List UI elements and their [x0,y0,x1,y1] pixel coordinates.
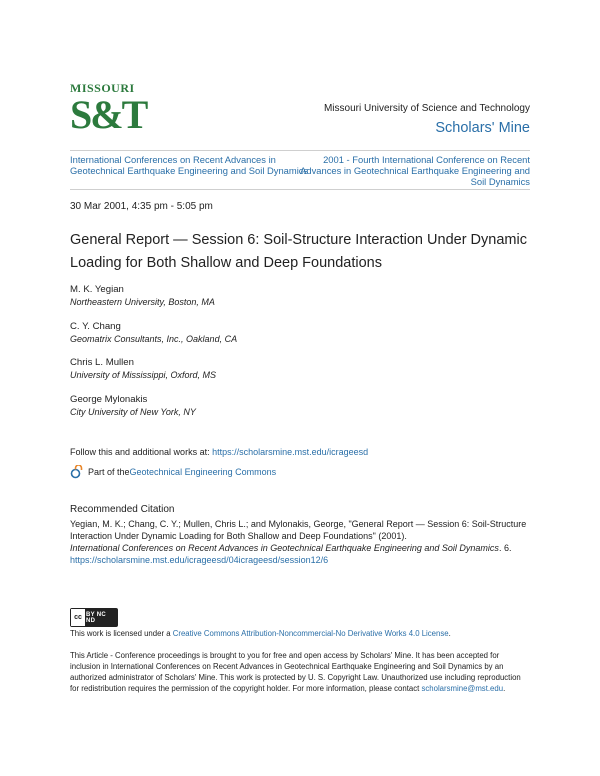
logo-main-text: S&T [70,92,147,137]
citation-url[interactable]: https://scholarsmine.mst.edu/icrageesd/04icrageesd/session12/6 [70,555,329,565]
commons-link[interactable]: Geotechnical Engineering Commons [129,467,277,477]
series-link-right[interactable]: 2001 - Fourth International Conference on Recent Advances in Geotechnical Earthquake Engineering and Soil Dynamics [300,154,530,187]
license-suffix: . [448,629,451,638]
citation-heading: Recommended Citation [70,504,175,515]
follow-text: Follow this and additional works at: [70,447,213,457]
notice-text: This Article - Conference proceedings is brought to you for free and open access by Scholars' Mine. It has been accepted for inclusion in International Conferences on Recent Advances in Geotechnical Earthquake Engineering and Soil Dynamics by an authorized administrator of Scholars' Mine. This work is protected by U. S. Copyright Law. Unauthorized use including reproduction for redistribution requires the permission of the copyright holder. For more information, please contact [70,651,521,693]
author-affiliation: City University of New York, NY [70,407,196,417]
citation-text [70,518,530,566]
license-line [70,629,530,639]
author-block [70,393,196,418]
follow-line [70,447,368,457]
author-affiliation: University of Mississippi, Oxford, MS [70,370,217,380]
author-affiliation: Geomatrix Consultants, Inc., Oakland, CA [70,334,238,344]
divider-top [70,150,530,151]
university-name: Missouri University of Science and Technology [323,103,530,114]
author-name: M. K. Yegian [70,284,124,295]
contact-email-link[interactable]: scholarsmine@mst.edu [421,684,504,693]
series-link-left[interactable]: International Conferences on Recent Advances in Geotechnical Earthquake Engineering and Soil Dynamics [70,154,309,176]
license-prefix: This work is licensed under a [70,629,173,638]
cc-terms: BY NC ND [86,609,117,626]
access-notice [70,650,530,694]
cc-icon: cc [71,609,86,626]
license-link[interactable]: Creative Commons Attribution-Noncommercial-No Derivative Works 4.0 License [172,629,449,638]
author-block [70,283,215,308]
event-date: 30 Mar 2001, 4:35 pm - 5:05 pm [70,201,213,212]
follow-link[interactable]: https://scholarsmine.mst.edu/icrageesd [212,447,369,457]
author-affiliation: Northeastern University, Boston, MA [70,297,215,307]
author-name: C. Y. Chang [70,321,121,332]
repository-link[interactable]: Scholars' Mine [435,120,530,136]
open-access-icon [70,465,84,479]
citation-journal: International Conferences on Recent Advances in Geotechnical Earthquake Engineering and Soil Dynamics [70,543,499,553]
paper-title: General Report — Session 6: Soil-Structure Interaction Under Dynamic Loading for Both Shallow and Deep Foundations [70,232,527,271]
author-name: Chris L. Mullen [70,357,134,368]
author-block [70,320,237,345]
part-of-text: Part of the [88,467,130,477]
citation-number: . 6. [498,543,512,553]
logo-top-text: MISSOURI [70,81,135,95]
author-name: George Mylonakis [70,394,148,405]
university-logo [70,81,147,144]
cc-license-badge[interactable] [70,608,118,627]
author-block [70,356,216,381]
divider-bottom [70,189,530,190]
part-of-line [70,465,276,479]
notice-suffix: . [503,684,506,693]
citation-body: Yegian, M. K.; Chang, C. Y.; Mullen, Chris L.; and Mylonakis, George, "General Report — Session 6: Soil-Structure Interaction Under Dynamic Loading for Both Shallow and Deep Foundations" (2001). [70,519,527,541]
